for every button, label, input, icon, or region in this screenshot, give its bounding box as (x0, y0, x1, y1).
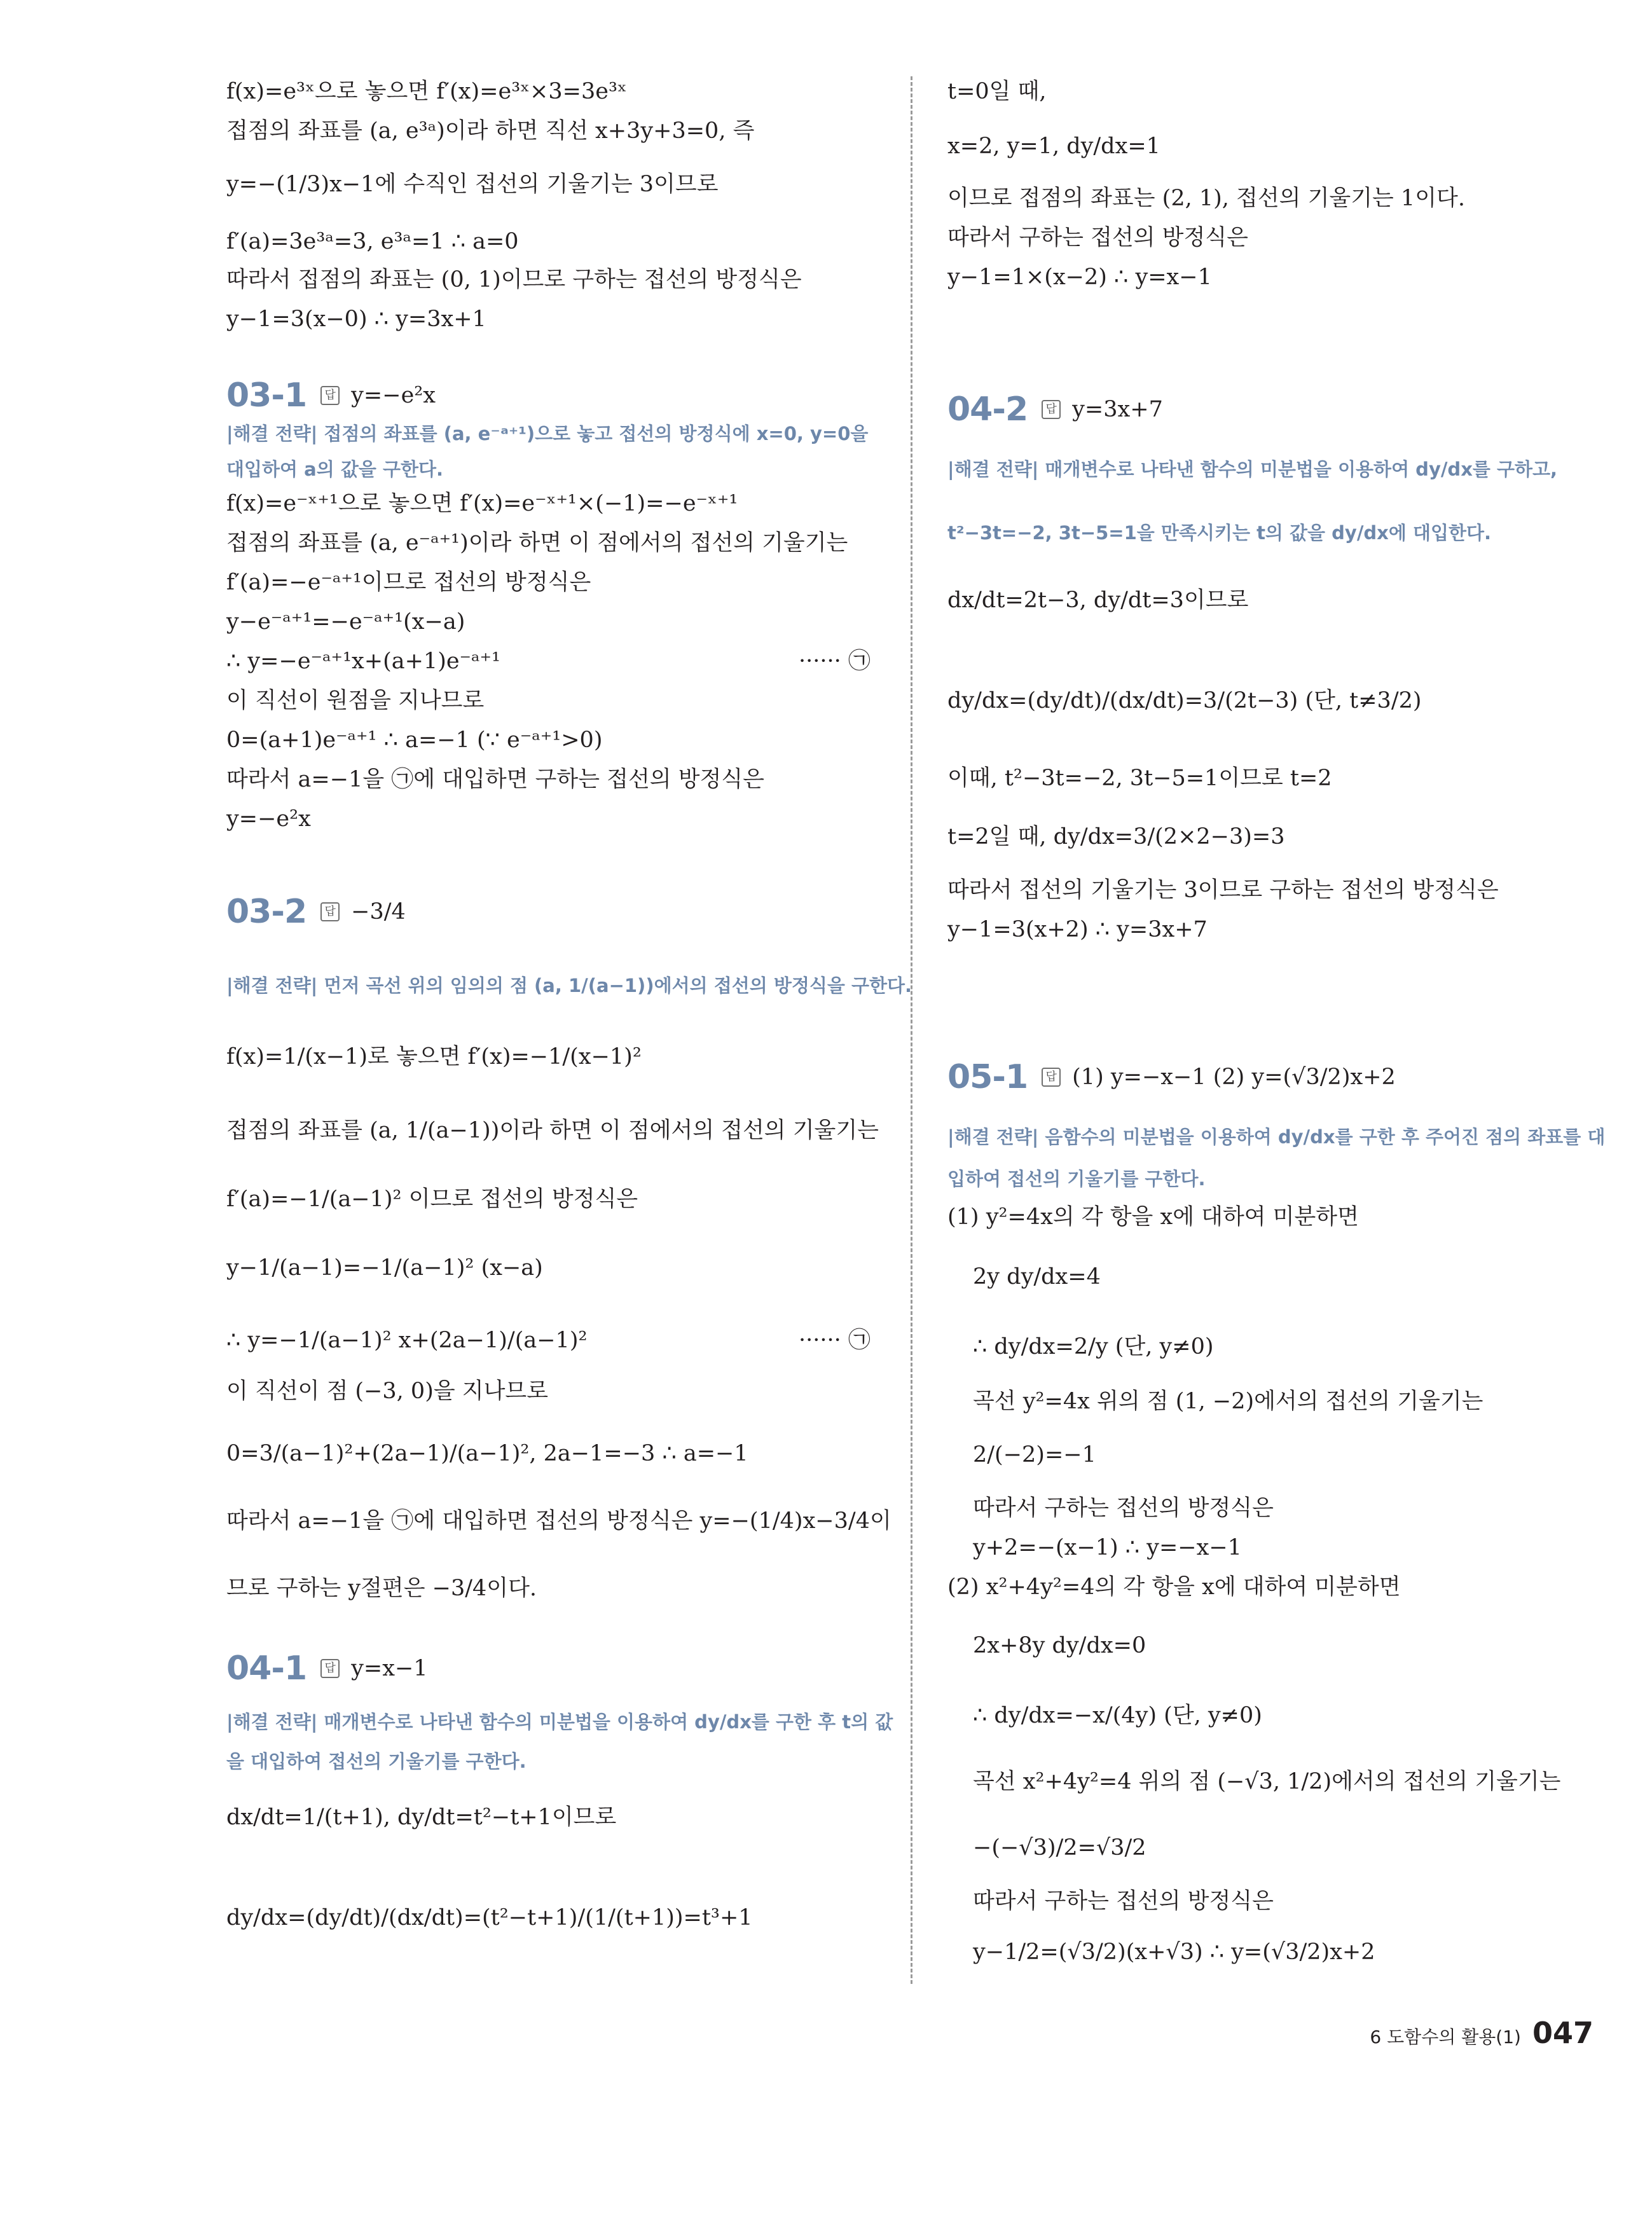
solution-line: y−1/(a−1)=−1/(a−1)² (x−a) (226, 1255, 543, 1281)
chapter-title: 6 도함수의 활용(1) (1370, 2027, 1521, 2048)
solution-line: y=−e²x (226, 806, 311, 832)
page-footer (1370, 2016, 1593, 2050)
solution-line: 따라서 a=−1을 ㉠에 대입하면 구하는 접선의 방정식은 (226, 767, 764, 792)
solution-line: y−1=1×(x−2) ∴ y=x−1 (947, 265, 1212, 290)
solution-line: t=0일 때, (947, 79, 1047, 104)
solution-line: 므로 구하는 y절편은 −3/4이다. (226, 1576, 537, 1601)
strategy-line: |해결 전략| 접점의 좌표를 (a, e⁻ᵃ⁺¹)으로 놓고 접선의 방정식에 x=0, y=0을 (226, 423, 869, 444)
answer-badge: 답 (320, 1659, 340, 1678)
answer-text: y=x−1 (351, 1656, 428, 1681)
solution-line: y+2=−(x−1) ∴ y=−x−1 (973, 1535, 1242, 1560)
page-number: 047 (1532, 2016, 1593, 2050)
solution-line: 2/(−2)=−1 (973, 1442, 1096, 1468)
equation-mark: ······ ㉠ (799, 649, 871, 674)
solution-line: dy/dx=(dy/dt)/(dx/dt)=3/(2t−3) (단, t≠3/2) (947, 688, 1422, 713)
intro-line: 따라서 접점의 좌표는 (0, 1)이므로 구하는 접선의 방정식은 (226, 267, 802, 293)
solution-line: y−1=3(x+2) ∴ y=3x+7 (947, 917, 1208, 942)
solution-line: 이 직선이 원점을 지나므로 (226, 688, 485, 713)
intro-line: y=−(1/3)x−1에 수직인 접선의 기울기는 3이므로 (226, 172, 719, 197)
solution-line: 따라서 접선의 기울기는 3이므로 구하는 접선의 방정식은 (947, 878, 1499, 903)
solution-line: f(x)=1/(x−1)로 놓으면 f′(x)=−1/(x−1)² (226, 1044, 642, 1070)
solution-line: x=2, y=1, dy/dx=1 (947, 134, 1160, 159)
solution-line: 따라서 구하는 접선의 방정식은 (973, 1496, 1274, 1521)
strategy-line: 입하여 접선의 기울기를 구한다. (947, 1168, 1206, 1190)
solution-line: 곡선 y²=4x 위의 점 (1, −2)에서의 접선의 기울기는 (973, 1389, 1483, 1414)
strategy-line: 을 대입하여 접선의 기울기를 구한다. (226, 1751, 527, 1772)
answer-badge: 답 (320, 386, 340, 405)
solution-line: 따라서 a=−1을 ㉠에 대입하면 접선의 방정식은 y=−(1/4)x−3/4이 (226, 1508, 891, 1534)
solution-line: dy/dx=(dy/dt)/(dx/dt)=(t²−t+1)/(1/(t+1))=t³+1 (226, 1905, 753, 1931)
solution-line: ∴ y=−e⁻ᵃ⁺¹x+(a+1)e⁻ᵃ⁺¹ (226, 649, 501, 674)
answer-text: y=−e²x (351, 383, 436, 408)
solution-line: ∴ dy/dx=2/y (단, y≠0) (973, 1334, 1214, 1359)
solution-line: dx/dt=1/(t+1), dy/dt=t²−t+1이므로 (226, 1805, 617, 1830)
solution-line: 곡선 x²+4y²=4 위의 점 (−√3, 1/2)에서의 접선의 기울기는 (973, 1769, 1561, 1794)
solution-line: 따라서 구하는 접선의 방정식은 (973, 1889, 1274, 1914)
solution-line: 0=(a+1)e⁻ᵃ⁺¹ ∴ a=−1 (∵ e⁻ᵃ⁺¹>0) (226, 727, 603, 753)
answer-text: (1) y=−x−1 (2) y=(√3/2)x+2 (1072, 1064, 1396, 1090)
solution-line: y−1/2=(√3/2)(x+√3) ∴ y=(√3/2)x+2 (973, 1939, 1375, 1965)
answer-badge: 답 (320, 902, 340, 921)
problem-number: 05-1 (947, 1058, 1028, 1096)
solution-line: (2) x²+4y²=4의 각 항을 x에 대하여 미분하면 (947, 1574, 1401, 1600)
solution-line: 접점의 좌표를 (a, e⁻ᵃ⁺¹)이라 하면 이 점에서의 접선의 기울기는 (226, 530, 848, 556)
solution-line: ∴ dy/dx=−x/(4y) (단, y≠0) (973, 1703, 1262, 1728)
solution-line: −(−√3)/2=√3/2 (973, 1835, 1146, 1861)
strategy-line: t²−3t=−2, 3t−5=1을 만족시키는 t의 값을 dy/dx에 대입한다. (947, 522, 1492, 544)
strategy-line: |해결 전략| 매개변수로 나타낸 함수의 미분법을 이용하여 dy/dx를 구하고, (947, 458, 1558, 480)
solution-line: f′(a)=−e⁻ᵃ⁺¹이므로 접선의 방정식은 (226, 570, 591, 595)
answer-badge: 답 (1042, 1068, 1061, 1087)
solution-line: 2y dy/dx=4 (973, 1264, 1101, 1290)
solution-line: t=2일 때, dy/dx=3/(2×2−3)=3 (947, 824, 1285, 850)
strategy-line: |해결 전략| 매개변수로 나타낸 함수의 미분법을 이용하여 dy/dx를 구한 후 t의 값 (226, 1711, 893, 1733)
answer-text: −3/4 (351, 899, 406, 925)
solution-line: (1) y²=4x의 각 항을 x에 대하여 미분하면 (947, 1204, 1359, 1230)
answer-text: y=3x+7 (1072, 397, 1163, 422)
problem-number: 04-2 (947, 390, 1028, 429)
solution-line: f(x)=e⁻ˣ⁺¹으로 놓으면 f′(x)=e⁻ˣ⁺¹×(−1)=−e⁻ˣ⁺¹ (226, 491, 738, 516)
solution-line: 따라서 구하는 접선의 방정식은 (947, 225, 1248, 251)
solution-line: 0=3/(a−1)²+(2a−1)/(a−1)², 2a−1=−3 ∴ a=−1 (226, 1441, 748, 1466)
strategy-line: 대입하여 a의 값을 구한다. (226, 458, 444, 480)
solution-line: f′(a)=−1/(a−1)² 이므로 접선의 방정식은 (226, 1187, 638, 1212)
problem-header-05-1 (947, 1058, 1396, 1096)
problem-header-04-2 (947, 390, 1163, 429)
answer-badge: 답 (1042, 400, 1061, 419)
solution-line: 2x+8y dy/dx=0 (973, 1633, 1146, 1658)
solution-line: 이때, t²−3t=−2, 3t−5=1이므로 t=2 (947, 766, 1332, 791)
intro-line: 접점의 좌표를 (a, e³ᵃ)이라 하면 직선 x+3y+3=0, 즉 (226, 118, 755, 144)
intro-line: f′(a)=3e³ᵃ=3, e³ᵃ=1 ∴ a=0 (226, 229, 519, 254)
problem-header-03-2 (226, 893, 406, 931)
equation-mark: ······ ㉠ (799, 1328, 871, 1353)
intro-line: f(x)=e³ˣ으로 놓으면 f′(x)=e³ˣ×3=3e³ˣ (226, 79, 627, 104)
solution-line: ∴ y=−1/(a−1)² x+(2a−1)/(a−1)² (226, 1328, 588, 1353)
solution-line: y−e⁻ᵃ⁺¹=−e⁻ᵃ⁺¹(x−a) (226, 609, 465, 635)
intro-line: y−1=3(x−0) ∴ y=3x+1 (226, 306, 486, 332)
problem-number: 03-2 (226, 893, 307, 931)
solution-line: 이 직선이 점 (−3, 0)을 지나므로 (226, 1379, 549, 1404)
problem-number: 03-1 (226, 376, 307, 415)
problem-header-04-1 (226, 1649, 428, 1688)
solution-line: 접점의 좌표를 (a, 1/(a−1))이라 하면 이 점에서의 접선의 기울기는 (226, 1118, 879, 1143)
column-divider (911, 76, 912, 1984)
strategy-line: |해결 전략| 먼저 곡선 위의 임의의 점 (a, 1/(a−1))에서의 접선의 방정식을 구한다. (226, 975, 912, 996)
solution-line: dx/dt=2t−3, dy/dt=3이므로 (947, 588, 1249, 613)
solution-line: 이므로 접점의 좌표는 (2, 1), 접선의 기울기는 1이다. (947, 186, 1465, 211)
problem-number: 04-1 (226, 1649, 307, 1688)
strategy-line: |해결 전략| 음함수의 미분법을 이용하여 dy/dx를 구한 후 주어진 점의 좌표를 대 (947, 1126, 1606, 1148)
problem-header-03-1 (226, 376, 436, 415)
